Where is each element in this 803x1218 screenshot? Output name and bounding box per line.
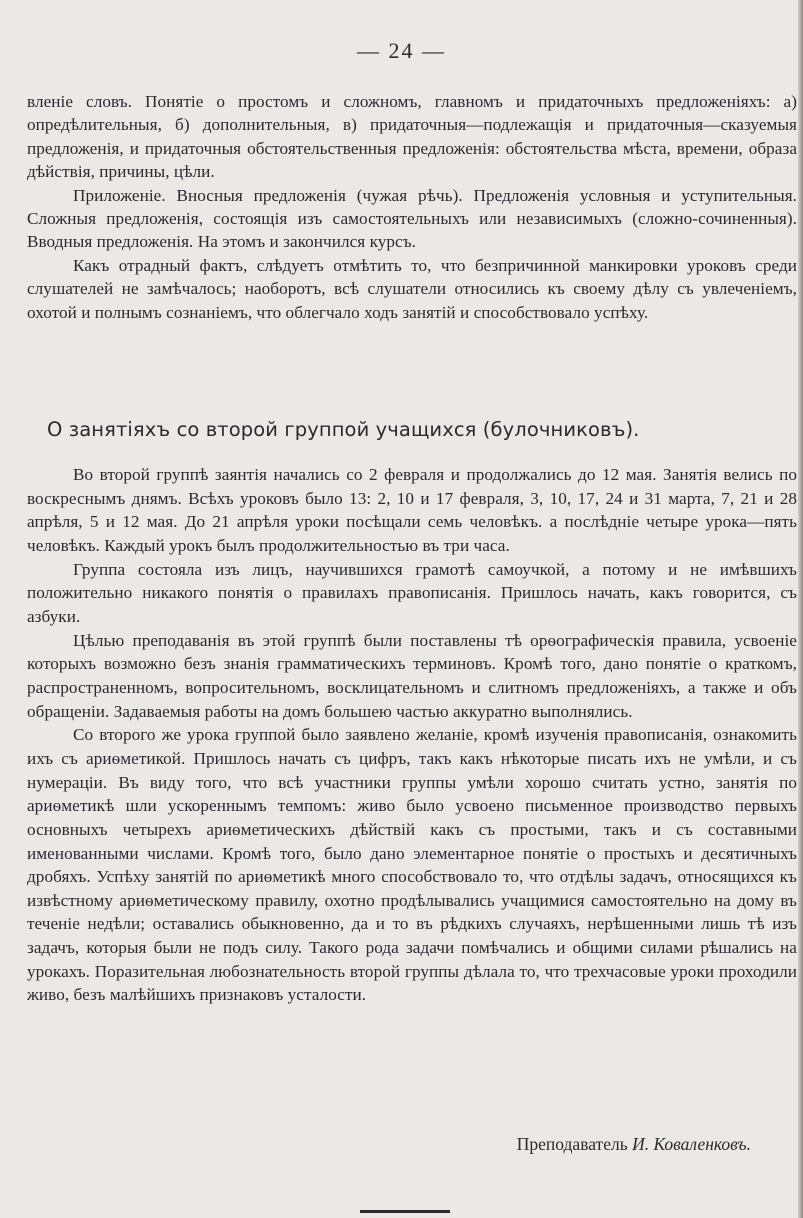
page-number: — 24 — xyxy=(357,38,446,63)
paragraph-appendix: Приложеніе. Вносныя предложенія (чужая рѣчь). Предложенія условныя и уступительныя. Сложныя предложенія, состоящія изъ самостоятельныхъ или независимыхъ (сложно-сочиненныя). Вводныя предложенія. На этомъ и закончился курсъ. xyxy=(27,185,797,252)
paragraph-attendance-remark: Какъ отрадный фактъ, слѣдуетъ отмѣтить то, что безпричинной манкировки уроковъ среди слушателей не замѣчалось; наоборотъ, всѣ слушатели относились къ своему дѣлу съ увлеченіемъ, охотой и полнымъ сознаніемъ, что облегчало ходъ занятій и способствовало успѣху. xyxy=(27,255,797,322)
paragraph-group-composition: Группа состояла изъ лицъ, научившихся грамотѣ самоучкой, а потому и не имѣвшихъ положительно никакого понятія о правилахъ правописанія. Пришлось начать, какъ говорится, съ азбуки. xyxy=(27,559,797,626)
page-edge-shadow xyxy=(798,0,803,1218)
signature-name: И. Коваленковъ. xyxy=(632,1134,751,1154)
paragraph-teaching-goals: Цѣлью преподаванія въ этой группѣ были поставлены тѣ орѳографическія правила, усвоеніе которыхъ возможно безъ знанія грамматическихъ терминовъ. Кромѣ того, дано понятіе о краткомъ, распространенномъ, вопросительномъ, восклицательномъ и слитномъ предложеніяхъ, а также и объ обращеніи. Задаваемыя работы на домъ большею частью аккуратно выполнялись. xyxy=(27,630,797,721)
paragraph-arithmetic: Со второго же урока группой было заявлено желаніе, кромѣ изученія правописанія, ознакомить ихъ съ ариѳметикой. Пришлось начать съ цифръ, такъ какъ нѣкоторые писать ихъ не умѣли, и съ нумераціи. Въ виду того, что всѣ участники группы умѣли хорошо считать устно, занятія по ариѳметикѣ шли ускореннымъ темпомъ: живо было усвоено письменное производство первыхъ основныхъ четырехъ ариѳметическихъ дѣйствій какъ съ простыми, такъ и съ составными именованными числами. Кромѣ того, было дано элементарное понятіе о простыхъ и десятичныхъ дробяхъ. Успѣху занятій по ариѳметикѣ много способствовало то, что отдѣлы задачъ, относящихся къ извѣстному ариѳметическому правилу, охотно продѣлывались учащимися самостоятельно на дому въ теченіе недѣли; оставались обыкновенно, да и то въ рѣдкихъ случаяхъ, нерѣшенными лишь тѣ изъ задачъ, которыя были не подъ силу. Такого рода задачи помѣчались и общими силами рѣшались на урокахъ. Поразительная любознательность второй группы дѣлала то, что трехчасовые уроки проходили живо, безъ малѣйшихъ признаковъ усталости. xyxy=(27,725,797,1005)
paragraph-schedule: Во второй группѣ заянтія начались со 2 февраля и продолжались до 12 мая. Занятія велись по воскреснымъ днямъ. Всѣхъ уроковъ было 13: 2, 10 и 17 февраля, 3, 10, 17, 24 и 31 марта, 7, 21 и 28 апрѣля, 5 и 12 мая. До 21 апрѣля уроки посѣщали семь человѣкъ. а послѣдніе четыре урока—пять человѣкъ. Каждый урокъ былъ продолжительностью въ три часа. xyxy=(27,465,797,555)
intro-text-block xyxy=(27,90,797,324)
section-heading: О занятіяхъ со второй группой учащихся (булочниковъ). xyxy=(47,418,640,441)
signature-role: Преподаватель xyxy=(516,1134,628,1154)
paragraph-course-topics: вленіе словъ. Понятіе о простомъ и сложномъ, главномъ и придаточныхъ предложеніяхъ: а) опредѣлительныя, б) дополнительныя, в) придаточныя—подлежащія и придаточныя—сказуемыя предложенія, и придаточныя обстоятельственныя предложенія: обстоятельства мѣста, времени, образа дѣйствія, причины, цѣли. xyxy=(27,92,797,182)
section-text-block xyxy=(27,463,797,1007)
signature xyxy=(517,1134,751,1155)
bottom-rule xyxy=(360,1210,450,1213)
